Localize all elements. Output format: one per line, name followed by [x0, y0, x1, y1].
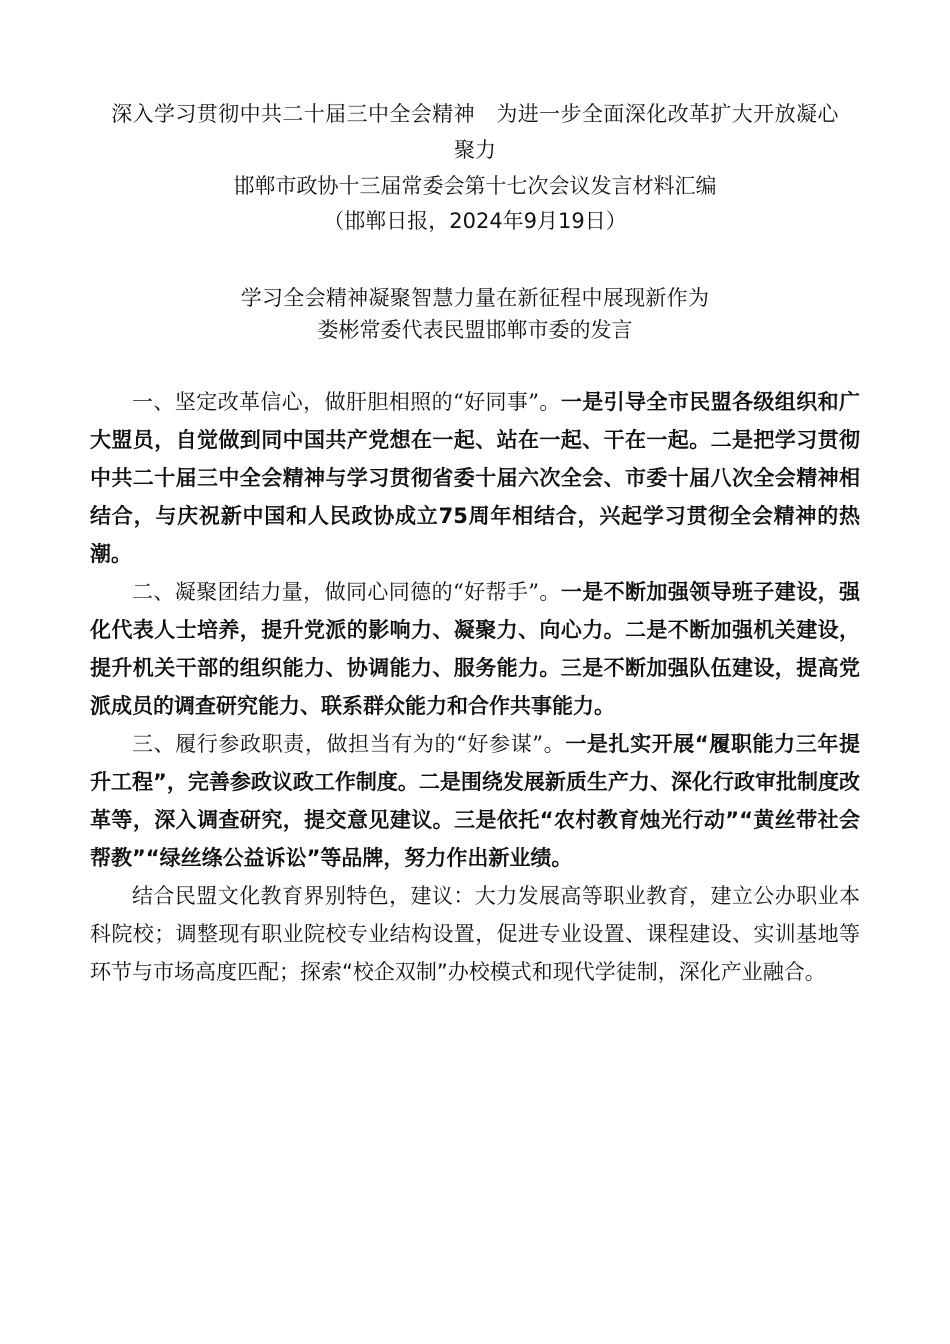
paragraph-2-lead: 二、凝聚团结力量，做同心同德的“好帮手”。 [132, 580, 561, 604]
document-title-line-2: 聚力 [454, 138, 496, 162]
paragraph-1-body: 一是引导全市民盟各级组织和广大盟员，自觉做到同中国共产党想在一起、站在一起、干在一起。二是把学习贯彻中共二十届三中全会精神与学习贯彻省委十届六次全会、市委十届八次全会精神相结合，与庆祝新中国和人民政协成立75周年相结合，兴起学习贯彻全会精神的热潮。 [90, 390, 860, 566]
document-source: （邯郸日报，2024年9月19日） [323, 209, 627, 233]
speech-title: 学习全会精神凝聚智慧力量在新征程中展现新作为 [240, 286, 710, 310]
paragraph-2-body: 一是不断加强领导班子建设，强化代表人士培养，提升党派的影响力、凝聚力、向心力。二是不断加强机关建设，提升机关干部的组织能力、协调能力、服务能力。三是不断加强队伍建设，提高党派成员的调查研究能力、联系群众能力和合作共事能力。 [90, 580, 860, 718]
paragraph-3-body: 一是扎实开展“履职能力三年提升工程”，完善参政议政工作制度。二是围绕发展新质生产力、深化行政审批制度改革等，深入调查研究，提交意见建议。三是依托“农村教育烛光行动”“黄丝带社会帮教”“绿丝绦公益诉讼”等品牌，努力作出新业绩。 [90, 732, 860, 870]
closing-paragraph: 结合民盟文化教育界别特色，建议：大力发展高等职业教育，建立公办职业本科院校；调整现有职业院校专业结构设置，促进专业设置、课程建设、实训基地等环节与市场高度匹配；探索“校企双制”办校模式和现代学徒制，深化产业融合。 [90, 884, 860, 984]
paragraph-1-lead: 一、坚定改革信心，做肝胆相照的“好同事”。 [132, 390, 561, 414]
paragraph-3-lead: 三、履行参政职责，做担当有为的“好参谋”。 [132, 732, 566, 756]
paragraph-3 [90, 725, 860, 877]
paragraph-1 [90, 383, 860, 573]
document-title-line-1: 深入学习贯彻中共二十届三中全会精神 为进一步全面深化改革扩大开放凝心 [111, 102, 839, 126]
speech-body [90, 383, 860, 991]
paragraph-2 [90, 573, 860, 725]
speech-speaker: 娄彬常委代表民盟邯郸市委的发言 [317, 318, 633, 342]
document-subtitle: 邯郸市政协十三届常委会第十七次会议发言材料汇编 [233, 174, 717, 198]
